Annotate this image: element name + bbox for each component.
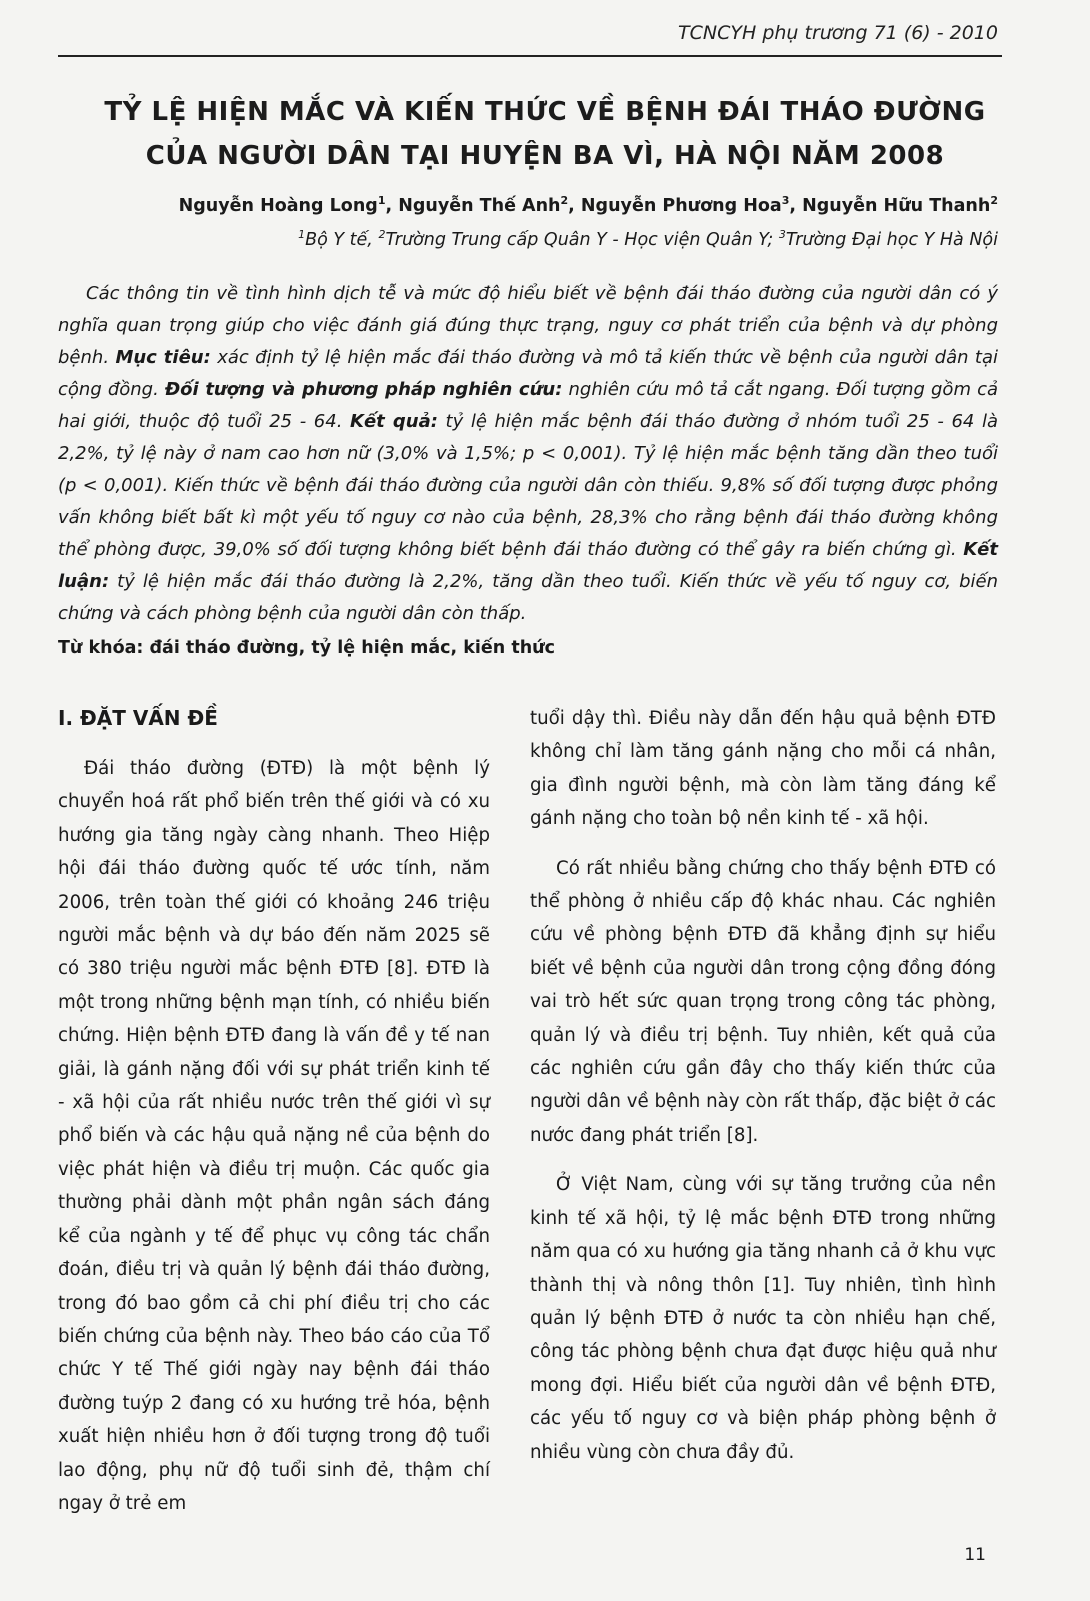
paragraph: Ở Việt Nam, cùng với sự tăng trưởng của nền kinh tế xã hội, tỷ lệ mắc bệnh ĐTĐ trong những năm qua có xu hướng gia tăng nhanh cả ở khu vực thành thị và nông thôn [1]. Tuy nhiên, tình hình quản lý bệnh ĐTĐ ở nước ta còn nhiều hạn chế, công tác phòng bệnh chưa đạt được hiệu quả như mong đợi. Hiểu biết của người dân về bệnh ĐTĐ, các yếu tố nguy cơ và biện pháp phòng bệnh ở nhiều vùng còn chưa đầy đủ. <box>530 1174 996 1463</box>
paragraph: Có rất nhiều bằng chứng cho thấy bệnh ĐTĐ có thể phòng ở nhiều cấp độ khác nhau. Các nghiên cứu về phòng bệnh ĐTĐ đã khẳng định sự hiểu biết về bệnh của người dân trong cộng đồng đóng vai trò hết sức quan trọng trong công tác phòng, quản lý và điều trị bệnh. Tuy nhiên, kết quả của các nghiên cứu gần đây cho thấy kiến thức của người dân về bệnh này còn rất thấp, đặc biệt ở các nước đang phát triển [8]. <box>530 857 996 1146</box>
author-3: Nguyễn Phương Hoa <box>580 196 782 216</box>
section-heading: I. ĐẶT VẤN ĐỀ <box>58 706 218 730</box>
affiliations: $^1$Bộ Y tế, $^2$Trường Trung cấp Quân Y - Học viện Quân Y; $^3$Trường Đại học Y Hà Nội <box>298 228 998 250</box>
journal-header: TCNCYH phụ trương 71 (6) - 2010 <box>678 22 998 44</box>
author-2: Nguyễn Thế Anh <box>398 196 561 216</box>
left-column <box>58 752 490 1520</box>
author-list: Nguyễn Hoàng Long$^1$, Nguyễn Thế Anh$^2$, Nguyễn Phương Hoa$^3$, Nguyễn Hữu Thanh$^2$ <box>178 194 998 216</box>
conclusion-label: Kết luận: <box>58 539 998 592</box>
title-line-1: TỶ LỆ HIỆN MẮC VÀ KIẾN THỨC VỀ BỆNH ĐÁI THÁO ĐƯỜNG <box>104 97 986 127</box>
paragraph: Đái tháo đường (ĐTĐ) là một bệnh lý chuyển hoá rất phổ biến trên thế giới và có xu hướng gia tăng ngày càng nhanh. Theo Hiệp hội đái tháo đường quốc tế ước tính, năm 2006, trên toàn thế giới có khoảng 246 triệu người mắc bệnh và dự báo đến năm 2025 sẽ có 380 triệu người mắc bệnh ĐTĐ [8]. ĐTĐ là một trong những bệnh mạn tính, có nhiều biến chứng. Hiện bệnh ĐTĐ đang là vấn đề y tế nan giải, là gánh nặng đối với sự phát triển kinh tế - xã hội của rất nhiều nước trên thế giới vì sự phổ biến và các hậu quả nặng nề của bệnh do việc phát hiện và điều trị muộn. Các quốc gia thường phải dành một phần ngân sách đáng kể của ngành y tế để phục vụ công tác chẩn đoán, điều trị và quản lý bệnh đái tháo đường, trong đó bao gồm cả chi phí điều trị cho các biến chứng của bệnh này. Theo báo cáo của Tổ chức Y tế Thế giới ngày nay bệnh đái tháo đường tuýp 2 đang có xu hướng trẻ hóa, bệnh xuất hiện nhiều hơn ở đối tượng trong độ tuổi lao động, phụ nữ độ tuổi sinh đẻ, thậm chí ngay ở trẻ em <box>58 758 490 1514</box>
article-title <box>40 90 1050 178</box>
affiliation-2: Trường Trung cấp Quân Y - Học viện Quân Y; <box>385 230 779 250</box>
author-1: Nguyễn Hoàng Long <box>178 196 378 216</box>
page-number: 11 <box>964 1545 986 1565</box>
paragraph: tuổi dậy thì. Điều này dẫn đến hậu quả bệnh ĐTĐ không chỉ làm tăng gánh nặng cho mỗi cá nhân, gia đình người bệnh, mà còn làm tăng đáng kể gánh nặng cho toàn bộ nền kinh tế - xã hội. <box>530 708 996 830</box>
objective-label: Mục tiêu: <box>115 347 211 368</box>
affiliation-3: Trường Đại học Y Hà Nội <box>785 230 998 250</box>
abstract: Các thông tin về tình hình dịch tễ và mức độ hiểu biết về bệnh đái tháo đường của người dân có ý nghĩa quan trọng giúp cho việc đánh giá đúng thực trạng, nguy cơ phát triển của bệnh và dự phòng bệnh. Mục tiêu: xác định tỷ lệ hiện mắc đái tháo đường và mô tả kiến thức về bệnh của người dân tại cộng đồng. Đối tượng và phương pháp nghiên cứu: nghiên cứu mô tả cắt ngang. Đối tượng gồm cả hai giới, thuộc độ tuổi 25 - 64. Kết quả: tỷ lệ hiện mắc bệnh đái tháo đường ở nhóm tuổi 25 - 64 là 2,2%, tỷ lệ này ở nam cao hơn nữ (3,0% và 1,5%; p < 0,001). Tỷ lệ hiện mắc bệnh tăng dần theo tuổi (p < 0,001). Kiến thức về bệnh đái tháo đường của người dân còn thiếu. 9,8% số đối tượng được phỏng vấn không biết bất kì một yếu tố nguy cơ nào của bệnh, 28,3% cho rằng bệnh đái tháo đường không thể phòng được, 39,0% số đối tượng không biết bệnh đái tháo đường có thể gây ra biến chứng gì. Kết luận: tỷ lệ hiện mắc đái tháo đường là 2,2%, tăng dần theo tuổi. Kiến thức về yếu tố nguy cơ, biến chứng và cách phòng bệnh của người dân còn thấp. <box>58 283 998 624</box>
right-column <box>530 702 996 1469</box>
results-label: Kết quả: <box>350 411 438 432</box>
affiliation-1: Bộ Y tế, <box>305 230 379 250</box>
header-rule <box>58 55 1002 57</box>
author-4: Nguyễn Hữu Thanh <box>802 196 991 216</box>
methods-label: Đối tượng và phương pháp nghiên cứu: <box>164 379 563 400</box>
keywords: Từ khóa: đái tháo đường, tỷ lệ hiện mắc, kiến thức <box>58 638 555 658</box>
title-line-2: CỦA NGƯỜI DÂN TẠI HUYỆN BA VÌ, HÀ NỘI NĂM 2008 <box>145 141 945 171</box>
